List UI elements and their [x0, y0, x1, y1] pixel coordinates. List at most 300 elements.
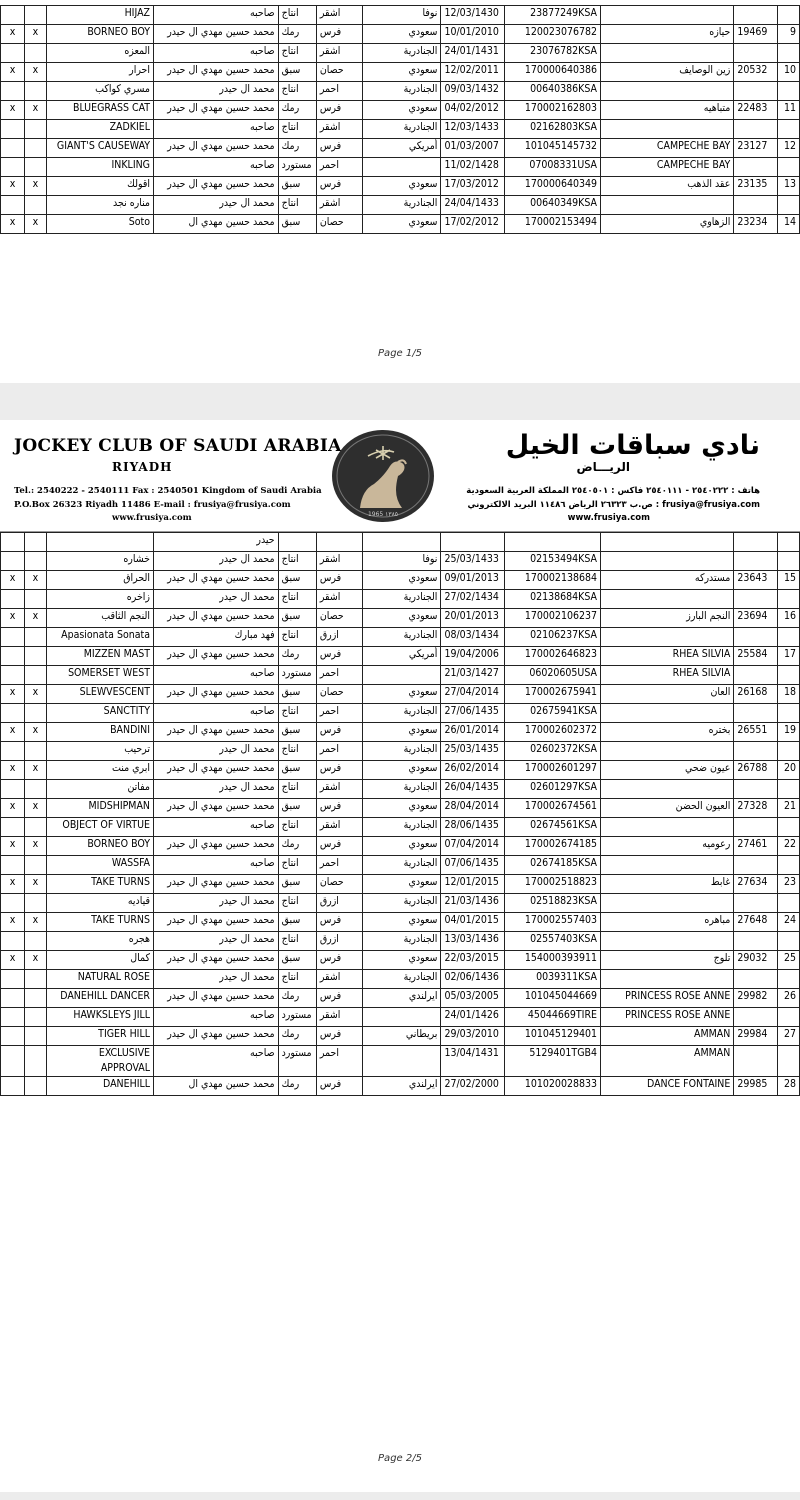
table-row: [1, 1027, 800, 1046]
cell-flag-a: [1, 6, 25, 25]
cell-horse-id: [734, 533, 778, 552]
cell-birth-date: 29/03/2010: [441, 1027, 504, 1046]
cell-sire-dam-name: GIANT'S CAUSEWAY: [46, 139, 153, 158]
cell-flag-b: x: [25, 761, 47, 780]
cell-gender-color: فرس: [316, 913, 362, 932]
cell-birth-date: 12/02/2011: [441, 63, 504, 82]
cell-horse-id: [734, 780, 778, 799]
cell-horse-name: عيون ضحي: [601, 761, 734, 780]
cell-flag-b: [25, 552, 47, 571]
cell-category: انتاج: [278, 6, 316, 25]
cell-owner-breeder: صاحبه: [154, 1008, 279, 1027]
cell-category: انتاج: [278, 44, 316, 63]
cell-row-no: 23: [778, 875, 800, 894]
cell-row-no: [778, 894, 800, 913]
cell-horse-name: متباهيه: [601, 101, 734, 120]
cell-gender-color: ازرق: [316, 628, 362, 647]
cell-horse-id: [734, 894, 778, 913]
cell-sire-dam-name: BORNEO BOY: [46, 837, 153, 856]
cell-owner-breeder: صاحبه: [154, 856, 279, 875]
cell-gender-color: اشقر: [316, 970, 362, 989]
cell-birth-date: 09/01/2013: [441, 571, 504, 590]
cell-registration-no: 07008331USA: [504, 158, 600, 177]
cell-row-no: 9: [778, 25, 800, 44]
cell-row-no: 26: [778, 989, 800, 1008]
table-row: [1, 552, 800, 571]
cell-row-no: [778, 856, 800, 875]
cell-flag-a: [1, 856, 25, 875]
cell-owner-breeder: محمد حسين مهدي ال حيدر: [154, 647, 279, 666]
cell-sire-dam-name: Apasionata Sonata: [46, 628, 153, 647]
cell-owner-breeder: محمد حسين مهدي ال حيدر: [154, 799, 279, 818]
cell-gender-color: فرس: [316, 1027, 362, 1046]
cell-birth-date: 13/03/1436: [441, 932, 504, 951]
cell-owner-breeder: محمد حسين مهدي ال حيدر: [154, 723, 279, 742]
cell-row-no: [778, 552, 800, 571]
cell-flag-b: x: [25, 571, 47, 590]
cell-owner-breeder: محمد ال حيدر: [154, 82, 279, 101]
table-row: [1, 818, 800, 837]
page-2: [0, 420, 800, 1492]
cell-birth-date: 12/01/2015: [441, 875, 504, 894]
cell-origin: الجنادرية: [362, 196, 441, 215]
cell-sire-dam-name: [46, 533, 153, 552]
cell-horse-id: 27648: [734, 913, 778, 932]
cell-gender-color: فرس: [316, 25, 362, 44]
cell-registration-no: 170000640349: [504, 177, 600, 196]
cell-row-no: 11: [778, 101, 800, 120]
cell-horse-id: 23234: [734, 215, 778, 234]
cell-gender-color: فرس: [316, 1077, 362, 1096]
cell-horse-name: النجم البارز: [601, 609, 734, 628]
cell-horse-name: [601, 590, 734, 609]
cell-category: رمك: [278, 989, 316, 1008]
cell-horse-id: 23127: [734, 139, 778, 158]
cell-flag-b: x: [25, 177, 47, 196]
cell-flag-a: [1, 158, 25, 177]
cell-flag-b: x: [25, 837, 47, 856]
cell-flag-b: [25, 1077, 47, 1096]
cell-flag-b: [25, 120, 47, 139]
table-row: [1, 837, 800, 856]
cell-horse-name: [601, 82, 734, 101]
cell-category: سبق: [278, 177, 316, 196]
cell-flag-a: [1, 704, 25, 723]
cell-row-no: 21: [778, 799, 800, 818]
cell-origin: نوفا: [362, 6, 441, 25]
cell-flag-a: [1, 818, 25, 837]
cell-category: سبق: [278, 875, 316, 894]
cell-birth-date: 10/01/2010: [441, 25, 504, 44]
cell-flag-b: x: [25, 25, 47, 44]
cell-flag-b: x: [25, 215, 47, 234]
cell-registration-no: 170002162803: [504, 101, 600, 120]
cell-gender-color: حصان: [316, 215, 362, 234]
cell-origin: نوفا: [362, 552, 441, 571]
cell-horse-name: [601, 196, 734, 215]
cell-horse-name: رعوميه: [601, 837, 734, 856]
cell-row-no: [778, 1008, 800, 1027]
cell-owner-breeder: محمد حسين مهدي ال حيدر: [154, 951, 279, 970]
cell-sire-dam-name: EXCLUSIVE APPROVAL: [46, 1046, 153, 1077]
table-row: [1, 894, 800, 913]
cell-birth-date: 11/02/1428: [441, 158, 504, 177]
cell-category: سبق: [278, 571, 316, 590]
cell-birth-date: 26/02/2014: [441, 761, 504, 780]
cell-birth-date: 04/01/2015: [441, 913, 504, 932]
cell-row-no: [778, 970, 800, 989]
cell-horse-id: [734, 666, 778, 685]
cell-horse-name: تلوج: [601, 951, 734, 970]
cell-sire-dam-name: OBJECT OF VIRTUE: [46, 818, 153, 837]
horse-table-page-1: [0, 5, 800, 234]
cell-sire-dam-name: مناره نجد: [46, 196, 153, 215]
cell-registration-no: 02162803KSA: [504, 120, 600, 139]
cell-origin: سعودي: [362, 685, 441, 704]
cell-gender-color: فرس: [316, 989, 362, 1008]
cell-flag-a: x: [1, 875, 25, 894]
table-row: [1, 875, 800, 894]
cell-owner-breeder: محمد ال حيدر: [154, 552, 279, 571]
cell-birth-date: 08/03/1434: [441, 628, 504, 647]
cell-sire-dam-name: هجره: [46, 932, 153, 951]
cell-category: انتاج: [278, 590, 316, 609]
cell-sire-dam-name: مسري كواكب: [46, 82, 153, 101]
cell-birth-date: 28/04/2014: [441, 799, 504, 818]
cell-row-no: [778, 932, 800, 951]
cell-sire-dam-name: INKLING: [46, 158, 153, 177]
cell-flag-a: x: [1, 177, 25, 196]
cell-sire-dam-name: اقولك: [46, 177, 153, 196]
cell-registration-no: 02106237KSA: [504, 628, 600, 647]
cell-flag-a: [1, 82, 25, 101]
table-row: [1, 799, 800, 818]
cell-horse-id: 29984: [734, 1027, 778, 1046]
cell-birth-date: 19/04/2006: [441, 647, 504, 666]
table-row: [1, 120, 800, 139]
cell-owner-breeder: محمد ال حيدر: [154, 742, 279, 761]
cell-registration-no: 170002557403: [504, 913, 600, 932]
cell-sire-dam-name: المعزه: [46, 44, 153, 63]
cell-origin: سعودي: [362, 799, 441, 818]
club-name-arabic: نادي سباقات الخيل: [505, 430, 760, 461]
cell-flag-b: [25, 139, 47, 158]
page-number: Page 2/5: [378, 1453, 422, 1464]
cell-horse-id: 27634: [734, 875, 778, 894]
cell-origin: سعودي: [362, 609, 441, 628]
cell-horse-name: [601, 533, 734, 552]
cell-gender-color: فرس: [316, 837, 362, 856]
cell-flag-a: [1, 647, 25, 666]
cell-horse-id: [734, 6, 778, 25]
cell-horse-name: [601, 44, 734, 63]
cell-birth-date: 12/03/1433: [441, 120, 504, 139]
table-row: [1, 1046, 800, 1077]
cell-category: رمك: [278, 101, 316, 120]
cell-registration-no: 02602372KSA: [504, 742, 600, 761]
cell-row-no: [778, 44, 800, 63]
cell-birth-date: 12/03/1430: [441, 6, 504, 25]
cell-origin: ايرلندي: [362, 989, 441, 1008]
cell-horse-id: 23643: [734, 571, 778, 590]
cell-sire-dam-name: MIZZEN MAST: [46, 647, 153, 666]
cell-origin: سعودي: [362, 723, 441, 742]
cell-registration-no: 02518823KSA: [504, 894, 600, 913]
cell-birth-date: 07/06/1435: [441, 856, 504, 875]
cell-flag-a: x: [1, 913, 25, 932]
logo-years: 1965 ١٣٨٥: [367, 511, 399, 518]
cell-gender-color: احمر: [316, 704, 362, 723]
cell-gender-color: اشقر: [316, 780, 362, 799]
cell-flag-b: [25, 82, 47, 101]
cell-sire-dam-name: ZADKIEL: [46, 120, 153, 139]
cell-origin: سعودي: [362, 837, 441, 856]
cell-row-no: [778, 780, 800, 799]
cell-flag-b: x: [25, 609, 47, 628]
cell-horse-id: 26168: [734, 685, 778, 704]
cell-row-no: [778, 704, 800, 723]
cell-horse-name: العيون الحضن: [601, 799, 734, 818]
cell-sire-dam-name: النجم الثاقب: [46, 609, 153, 628]
cell-registration-no: 170002674561: [504, 799, 600, 818]
cell-flag-a: x: [1, 951, 25, 970]
table-row: [1, 609, 800, 628]
cell-owner-breeder: محمد حسين مهدي ال حيدر: [154, 101, 279, 120]
website-english: www.frusiya.com: [112, 513, 192, 523]
cell-registration-no: 02675941KSA: [504, 704, 600, 723]
cell-flag-b: [25, 818, 47, 837]
club-name-english: JOCKEY CLUB OF SAUDI ARABIA: [14, 436, 342, 456]
cell-category: سبق: [278, 951, 316, 970]
cell-flag-a: [1, 666, 25, 685]
cell-category: رمك: [278, 1027, 316, 1046]
cell-horse-id: [734, 158, 778, 177]
table-row: [1, 704, 800, 723]
cell-horse-name: [601, 932, 734, 951]
cell-birth-date: 04/02/2012: [441, 101, 504, 120]
cell-row-no: 14: [778, 215, 800, 234]
cell-horse-name: PRINCESS ROSE ANNE: [601, 989, 734, 1008]
cell-registration-no: 170002153494: [504, 215, 600, 234]
cell-origin: سعودي: [362, 25, 441, 44]
cell-owner-breeder: محمد حسين مهدي ال حيدر: [154, 913, 279, 932]
cell-row-no: [778, 82, 800, 101]
cell-origin: [362, 666, 441, 685]
cell-owner-breeder: محمد حسين مهدي ال حيدر: [154, 1027, 279, 1046]
table-row: [1, 590, 800, 609]
cell-origin: الجنادرية: [362, 932, 441, 951]
cell-flag-b: [25, 989, 47, 1008]
cell-registration-no: 170002602372: [504, 723, 600, 742]
cell-registration-no: 5129401TGB4: [504, 1046, 600, 1077]
cell-category: انتاج: [278, 742, 316, 761]
cell-birth-date: 07/04/2014: [441, 837, 504, 856]
table-row: [1, 158, 800, 177]
cell-horse-id: 23694: [734, 609, 778, 628]
cell-horse-id: [734, 970, 778, 989]
cell-gender-color: حصان: [316, 609, 362, 628]
club-logo-icon: [330, 428, 436, 524]
cell-birth-date: 21/03/1436: [441, 894, 504, 913]
cell-category: مستورد: [278, 158, 316, 177]
cell-row-no: 10: [778, 63, 800, 82]
cell-sire-dam-name: BORNEO BOY: [46, 25, 153, 44]
cell-gender-color: احمر: [316, 856, 362, 875]
cell-origin: سعودي: [362, 571, 441, 590]
cell-horse-name: [601, 894, 734, 913]
cell-birth-date: 05/03/2005: [441, 989, 504, 1008]
cell-sire-dam-name: DANEHILL DANCER: [46, 989, 153, 1008]
cell-category: انتاج: [278, 196, 316, 215]
cell-origin: سعودي: [362, 215, 441, 234]
cell-origin: [362, 1046, 441, 1077]
cell-owner-breeder: محمد ال حيدر: [154, 932, 279, 951]
cell-horse-name: حيازه: [601, 25, 734, 44]
cell-row-no: 13: [778, 177, 800, 196]
cell-flag-a: [1, 894, 25, 913]
table-row: [1, 647, 800, 666]
cell-sire-dam-name: زاخره: [46, 590, 153, 609]
cell-birth-date: 27/02/2000: [441, 1077, 504, 1096]
cell-row-no: [778, 818, 800, 837]
cell-flag-a: [1, 139, 25, 158]
cell-horse-id: [734, 856, 778, 875]
cell-registration-no: 23076782KSA: [504, 44, 600, 63]
cell-flag-b: [25, 704, 47, 723]
cell-owner-breeder: محمد ال حيدر: [154, 780, 279, 799]
cell-registration-no: 02674185KSA: [504, 856, 600, 875]
cell-gender-color: فرس: [316, 101, 362, 120]
city-english: RIYADH: [112, 460, 173, 474]
cell-flag-b: [25, 590, 47, 609]
cell-birth-date: 25/03/1435: [441, 742, 504, 761]
cell-horse-id: [734, 82, 778, 101]
cell-registration-no: 101020028833: [504, 1077, 600, 1096]
cell-horse-name: مستدركه: [601, 571, 734, 590]
cell-horse-id: 29032: [734, 951, 778, 970]
cell-registration-no: 101045145732: [504, 139, 600, 158]
table-row: [1, 44, 800, 63]
table-row: [1, 685, 800, 704]
cell-horse-id: 23135: [734, 177, 778, 196]
cell-gender-color: فرس: [316, 799, 362, 818]
cell-category: سبق: [278, 215, 316, 234]
cell-horse-id: [734, 552, 778, 571]
cell-category: انتاج: [278, 932, 316, 951]
cell-horse-name: [601, 628, 734, 647]
cell-registration-no: [504, 533, 600, 552]
cell-origin: أمريكي: [362, 139, 441, 158]
cell-row-no: 19: [778, 723, 800, 742]
table-row: [1, 533, 800, 552]
cell-owner-breeder: محمد حسين مهدي ال حيدر: [154, 139, 279, 158]
cell-birth-date: 28/06/1435: [441, 818, 504, 837]
cell-horse-name: زين الوصايف: [601, 63, 734, 82]
cell-origin: الجنادرية: [362, 818, 441, 837]
cell-flag-a: [1, 970, 25, 989]
cell-flag-a: x: [1, 837, 25, 856]
cell-flag-b: [25, 894, 47, 913]
cell-horse-name: DANCE FONTAINE: [601, 1077, 734, 1096]
cell-birth-date: 27/02/1434: [441, 590, 504, 609]
cell-flag-a: [1, 552, 25, 571]
cell-origin: الجنادرية: [362, 120, 441, 139]
cell-gender-color: فرس: [316, 571, 362, 590]
cell-flag-a: [1, 780, 25, 799]
cell-row-no: [778, 742, 800, 761]
cell-registration-no: 00640386KSA: [504, 82, 600, 101]
cell-flag-a: [1, 533, 25, 552]
cell-gender-color: حصان: [316, 63, 362, 82]
cell-birth-date: 24/04/1433: [441, 196, 504, 215]
cell-origin: [362, 533, 441, 552]
cell-flag-a: [1, 1008, 25, 1027]
cell-origin: الجنادرية: [362, 590, 441, 609]
cell-birth-date: 26/01/2014: [441, 723, 504, 742]
cell-horse-id: [734, 590, 778, 609]
cell-owner-breeder: محمد حسين مهدي ال حيدر: [154, 25, 279, 44]
cell-gender-color: احمر: [316, 158, 362, 177]
cell-flag-a: [1, 590, 25, 609]
cell-origin: سعودي: [362, 951, 441, 970]
cell-flag-a: [1, 196, 25, 215]
cell-row-no: 20: [778, 761, 800, 780]
cell-flag-b: x: [25, 875, 47, 894]
cell-gender-color: فرس: [316, 951, 362, 970]
cell-flag-a: [1, 1027, 25, 1046]
cell-horse-name: PRINCESS ROSE ANNE: [601, 1008, 734, 1027]
cell-flag-a: x: [1, 215, 25, 234]
horse-table-page-2: [0, 532, 800, 1096]
cell-origin: سعودي: [362, 761, 441, 780]
cell-horse-name: الزهاوي: [601, 215, 734, 234]
cell-birth-date: 17/03/2012: [441, 177, 504, 196]
cell-flag-a: x: [1, 685, 25, 704]
cell-horse-name: [601, 970, 734, 989]
cell-sire-dam-name: كمال: [46, 951, 153, 970]
cell-gender-color: اشقر: [316, 196, 362, 215]
city-arabic: الريـــاض: [576, 460, 630, 474]
cell-row-no: 12: [778, 139, 800, 158]
cell-category: انتاج: [278, 628, 316, 647]
cell-horse-name: [601, 6, 734, 25]
cell-row-no: [778, 1046, 800, 1077]
table-row: [1, 932, 800, 951]
cell-horse-id: [734, 196, 778, 215]
cell-horse-name: RHEA SILVIA: [601, 666, 734, 685]
cell-flag-b: [25, 196, 47, 215]
cell-row-no: [778, 628, 800, 647]
cell-row-no: 16: [778, 609, 800, 628]
cell-owner-breeder: صاحبه: [154, 1046, 279, 1077]
cell-gender-color: فرس: [316, 761, 362, 780]
cell-origin: الجنادرية: [362, 628, 441, 647]
cell-birth-date: 27/06/1435: [441, 704, 504, 723]
cell-origin: أمريكي: [362, 647, 441, 666]
cell-registration-no: 170002106237: [504, 609, 600, 628]
table-row: [1, 177, 800, 196]
cell-flag-a: [1, 1077, 25, 1096]
cell-row-no: 18: [778, 685, 800, 704]
cell-registration-no: 101045044669: [504, 989, 600, 1008]
cell-category: انتاج: [278, 120, 316, 139]
table-row: [1, 215, 800, 234]
cell-registration-no: 45044669TIRE: [504, 1008, 600, 1027]
cell-category: انتاج: [278, 552, 316, 571]
page-number: Page 1/5: [378, 348, 422, 359]
cell-horse-id: [734, 704, 778, 723]
cell-horse-name: مباهره: [601, 913, 734, 932]
